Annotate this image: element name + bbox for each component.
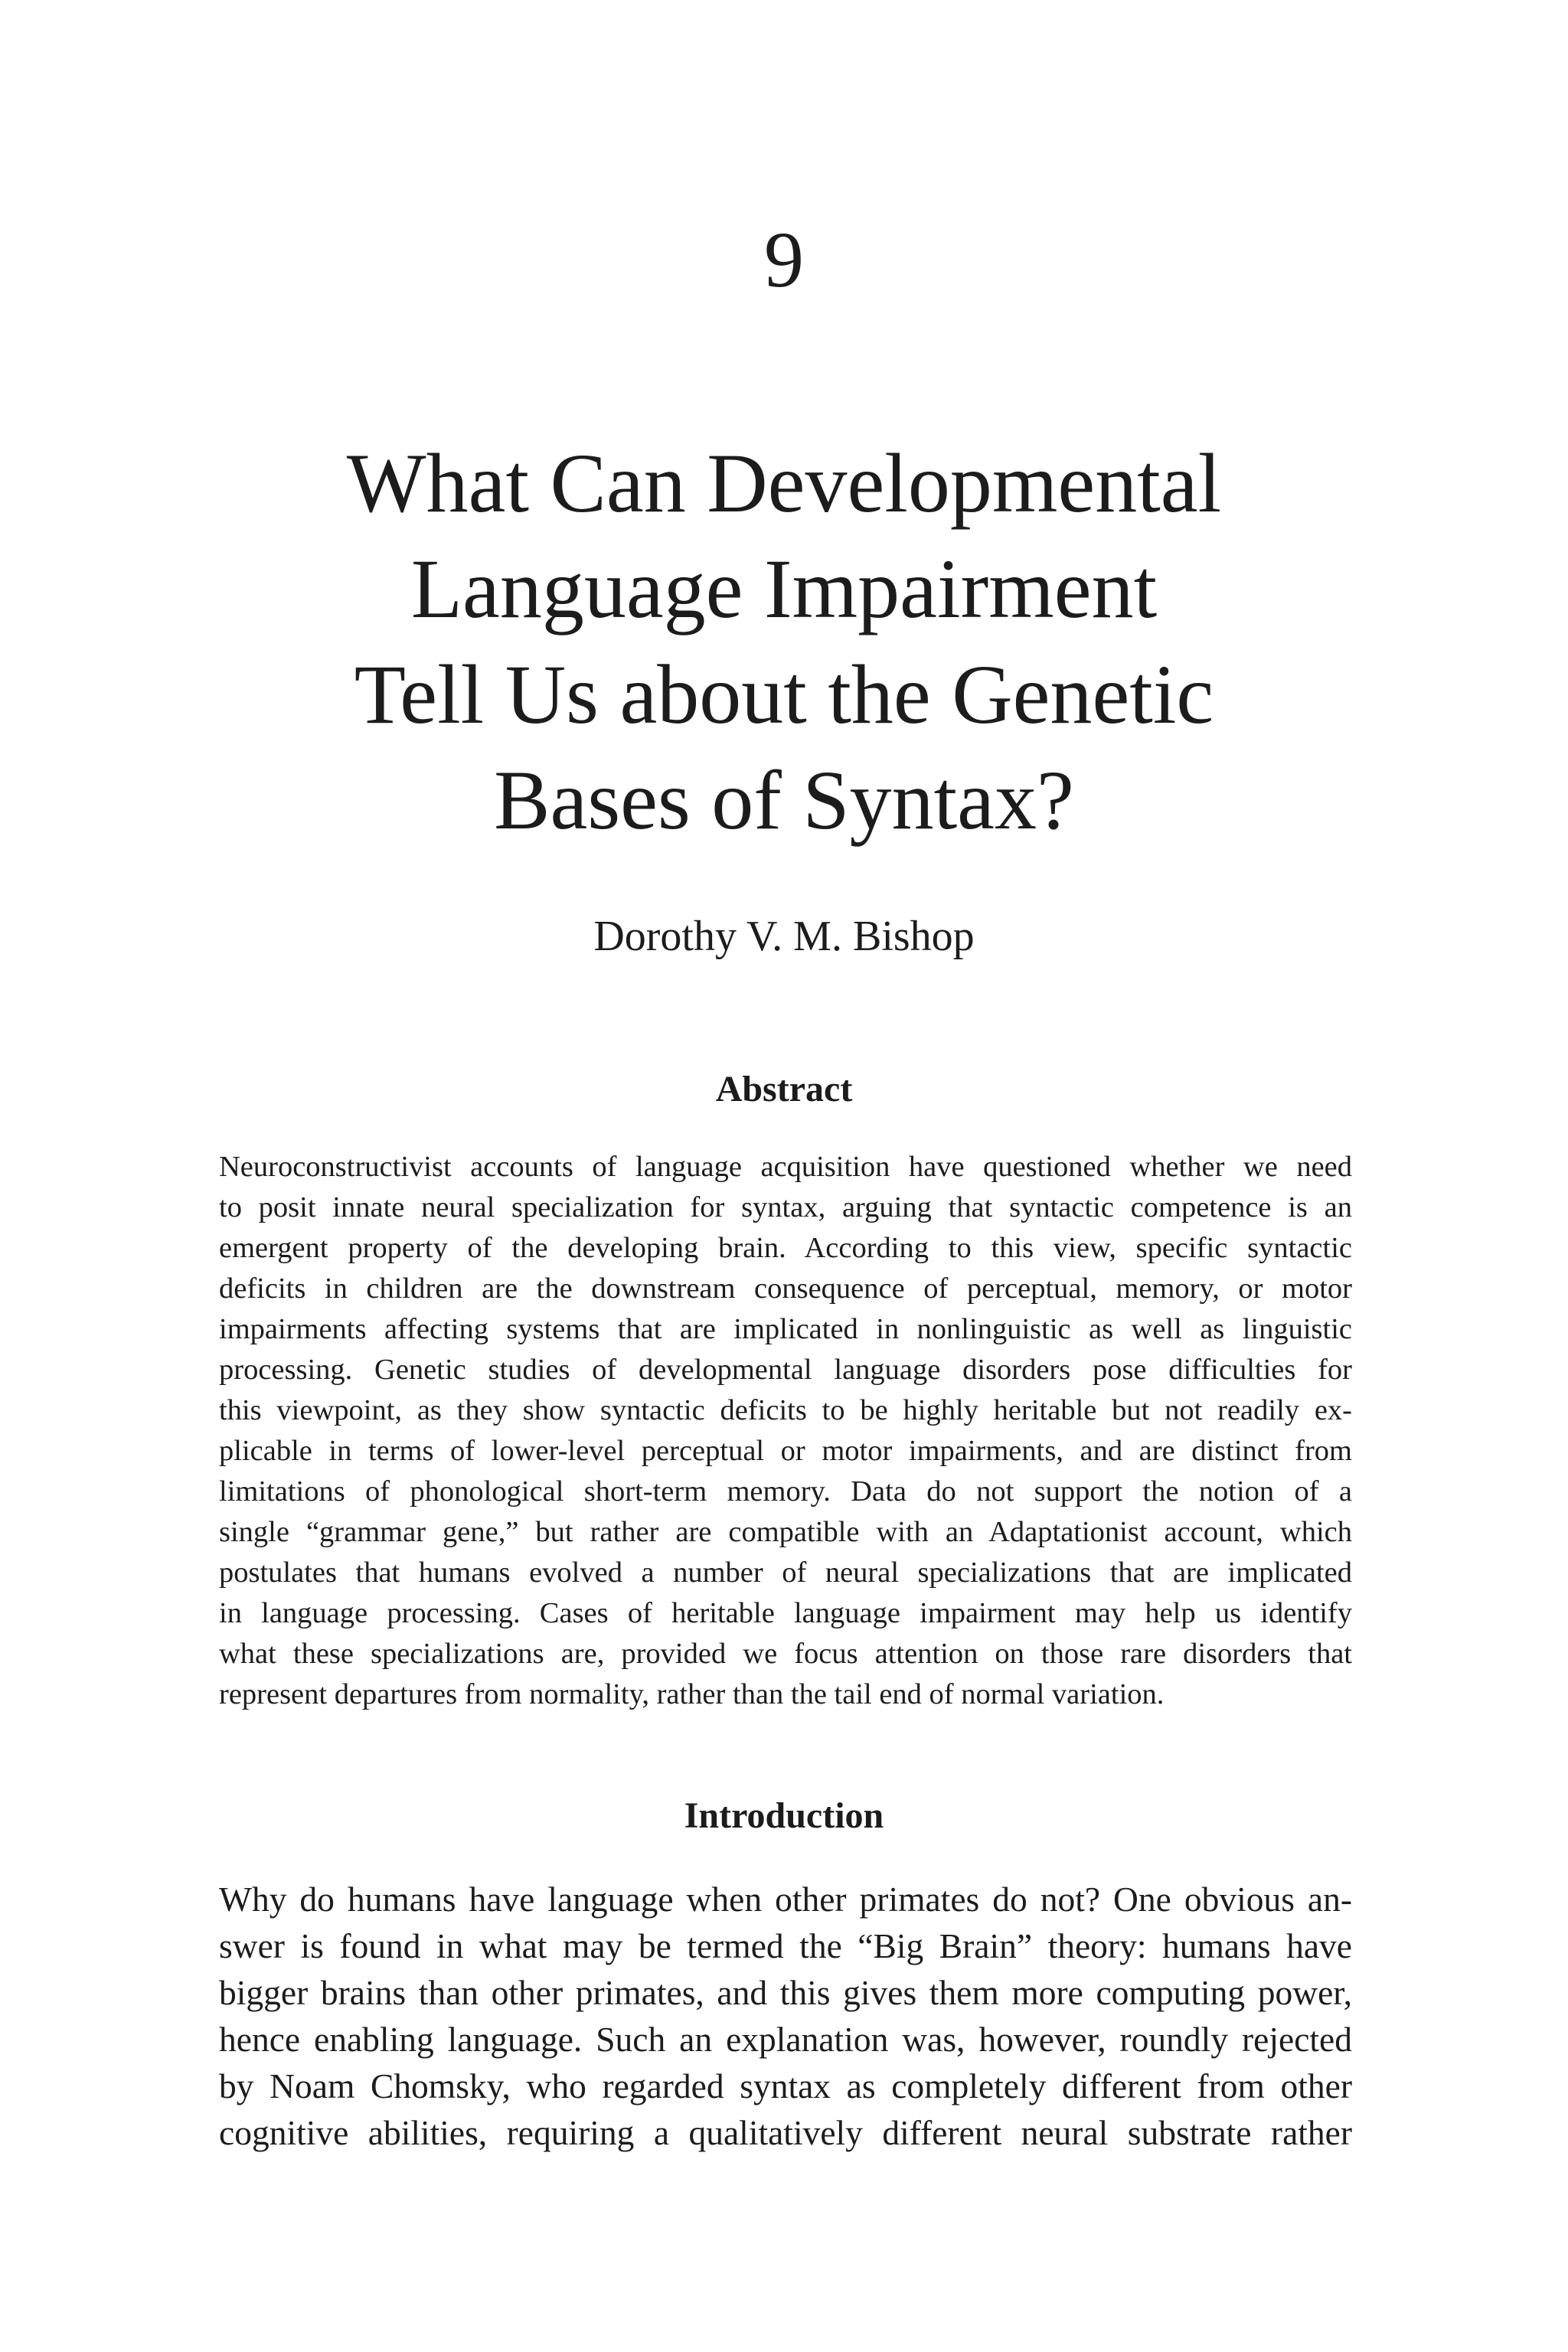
abstract-line: in language processing. Cases of heritable language impairment may help us identify [219,1597,1352,1629]
introduction-line: by Noam Chomsky, who regarded syntax as completely different from other [219,2066,1352,2105]
introduction-text [219,1876,1352,2156]
introduction-line: cognitive abilities, requiring a qualitatively different neural substrate rather [219,2113,1352,2152]
author-name: Dorothy V. M. Bishop [593,913,975,960]
abstract-line: plicable in terms of lower-level perceptual or motor impairments, and are distinct from [219,1435,1352,1467]
abstract-line: Neuroconstructivist accounts of language acquisition have questioned whether we need [219,1151,1352,1183]
introduction-heading: Introduction [684,1795,884,1836]
abstract-line: impairments affecting systems that are implicated in nonlinguistic as well as linguistic [219,1313,1352,1345]
introduction-line: swer is found in what may be termed the “Big Brain” theory: humans have [219,1926,1352,1965]
introduction-line: hence enabling language. Such an explanation was, however, roundly rejected [219,2020,1352,2059]
abstract-line: this viewpoint, as they show syntactic deficits to be highly heritable but not readily ex- [219,1394,1352,1426]
abstract-line: postulates that humans evolved a number of neural specializations that are implicated [219,1557,1352,1589]
abstract-line: deficits in children are the downstream consequence of perceptual, memory, or motor [219,1272,1352,1305]
chapter-title-line: Language Impairment [410,542,1158,635]
chapter-number: 9 [764,216,804,304]
chapter-title-line: Bases of Syntax? [494,753,1074,847]
chapter-title-line: Tell Us about the Genetic [354,648,1214,741]
abstract-text [219,1147,1352,1715]
chapter-title [248,430,1320,853]
abstract-line: single “grammar gene,” but rather are compatible with an Adaptationist account, which [219,1516,1352,1548]
abstract-line: processing. Genetic studies of developmental language disorders pose difficulties for [219,1354,1352,1386]
chapter-title-line: What Can Developmental [346,436,1222,530]
abstract-line: represent departures from normality, rather than the tail end of normal variation. [219,1678,1165,1710]
introduction-line: Why do humans have language when other primates do not? One obvious an- [219,1880,1352,1919]
abstract-heading: Abstract [715,1069,853,1109]
abstract-line: emergent property of the developing brain. According to this view, specific syntactic [219,1232,1352,1264]
abstract-line: to posit innate neural specialization for syntax, arguing that syntactic competence is an [219,1191,1352,1223]
abstract-line: limitations of phonological short-term memory. Data do not support the notion of a [219,1475,1352,1508]
abstract-line: what these specializations are, provided we focus attention on those rare disorders that [219,1638,1352,1670]
introduction-line: bigger brains than other primates, and this gives them more computing power, [219,1973,1352,2012]
